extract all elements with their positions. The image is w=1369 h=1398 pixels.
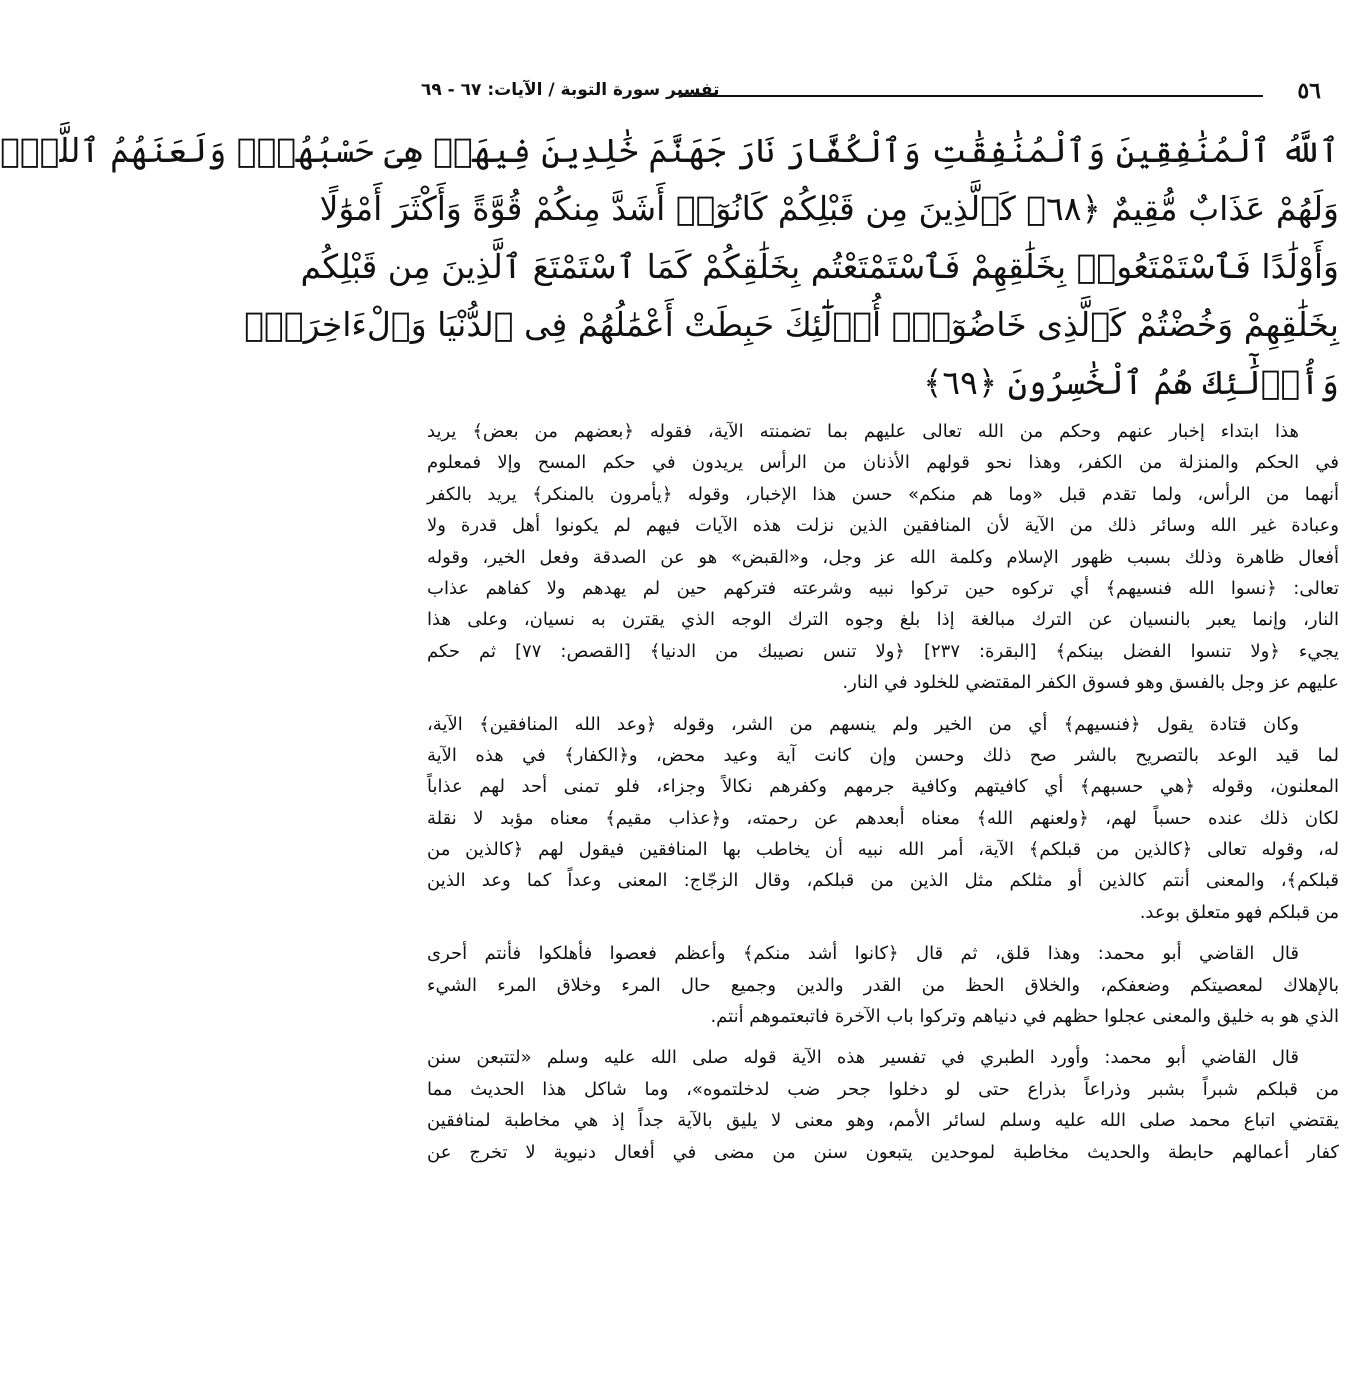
paragraph [427, 938, 1339, 1032]
text-line: هذا ابتداء إخبار عنهم وحكم من الله تعالى عليهم بما تضمنته الآية، فقوله ﴿بعضهم من بعض﴾ يريد [427, 421, 1299, 442]
text-line: لما قيد الوعد بالتصريح بالشر صح ذلك وحسن وإن كانت آية وعيد محض، و﴿الكفار﴾ في هذه الآية [427, 744, 1339, 766]
quran-line: بِخَلَٰقِهِمْ وَخُضْتُمْ كَٱلَّذِى خَاضُوٓا۟ۚ أُو۟لَٰٓئِكَ حَبِطَتْ أَعْمَٰلُهُمْ فِى ٱلدُّنْيَا وَٱلْءَاخِرَةِۖ [244, 305, 1339, 344]
text-line: يجيء ﴿ولا تنسوا الفضل بينكم﴾ [البقرة: ٢٣٧] ﴿ولا تنس نصيبك من الدنيا﴾ [القصص: ٧٧] ثم حكم [427, 640, 1339, 662]
text-line: تعالى: ﴿نسوا الله فنسيهم﴾ أي تركوه حين تركوا نبيه وشرعته فتركهم حين لم يهدهم ولا كفاهم عذاب [427, 577, 1339, 599]
page-header [421, 78, 1321, 114]
quran-line: وَأُو۟لَٰٓئِكَ هُمُ ٱلْخَٰسِرُونَ ﴿٦٩﴾ [923, 363, 1339, 402]
text-line: يقتضي اتباع محمد صلى الله عليه وسلم لسائر الأمم، وهو معنى لا يليق بالآية جداً إذ هي مخاطبة لمنافقين [427, 1110, 1339, 1132]
text-line: وكان قتادة يقول ﴿فنسيهم﴾ أي من الخير ولم ينسهم من الشر، وقوله ﴿وعد الله المنافقين﴾ الآية، [427, 713, 1299, 735]
quran-line: ٱللَّهُ ٱلْمُنَٰفِقِينَ وَٱلْمُنَٰفِقَٰتِ وَٱلْكُفَّارَ نَارَ جَهَنَّمَ خَٰلِدِينَ فِيهَاۚ هِىَ حَسْبُهُمْۚ وَلَعَنَهُمُ ٱللَّهُۖ [0, 131, 1339, 170]
text-line: قبلكم﴾، والمعنى أنتم كالذين أو مثلكم مثل الذين من قبلكم، وقال الزجّاج: المعنى وعداً كما وعد الذين [427, 870, 1339, 892]
header-rule [679, 95, 1263, 97]
text-line: المعلنون، وقوله ﴿هي حسبهم﴾ أي كافيتهم وكافية جرمهم وكفرهم نكالاً وجزاء، فلو تمنى أحد لهم عذاباً [427, 776, 1339, 798]
paragraph [427, 416, 1339, 699]
text-line: النار، وإنما يعبر بالنسيان عن الترك مبالغة إذا بلغ وجوه الترك الوجه الذي يقترن به نسيان، وعلى هذا [427, 609, 1339, 631]
paragraph [427, 1042, 1339, 1168]
paragraph [427, 709, 1339, 929]
commentary-text [427, 416, 1339, 1178]
text-line: بالإهلاك لمعصيتكم وضعفكم، والخلاق الحظ من القدر والدين وجميع حال المرء وخلاق المرء الشيء [427, 974, 1339, 996]
text-line: قال القاضي أبو محمد: وهذا قلق، ثم قال ﴿كانوا أشد منكم﴾ وأعظم فعصوا فأهلكوا فأنتم أحرى [427, 943, 1299, 965]
page-number: ٥٦ [1297, 78, 1321, 104]
text-line: في الحكم والمنزلة من الكفر، وهذا نحو قولهم الأذنان من الرأس يريدون في حكم المسح وإلا فمعلوم [427, 452, 1339, 474]
quran-line: وَأَوْلَٰدًا فَٱسْتَمْتَعُوا۟ بِخَلَٰقِهِمْ فَٱسْتَمْتَعْتُم بِخَلَٰقِكُمْ كَمَا ٱسْتَمْتَعَ ٱلَّذِينَ مِن قَبْلِكُم [300, 247, 1339, 286]
text-line: أنهما من الرأس، ولما تقدم قبل «وما هم منكم» حسن هذا الإخبار، وقوله ﴿يأمرون بالمنكر﴾ يريد بالكفر [427, 483, 1339, 505]
quran-verses [0, 122, 1339, 412]
text-line: قال القاضي أبو محمد: وأورد الطبري في تفسير هذه الآية قوله صلى الله عليه وسلم «لتتبعن سنن [427, 1047, 1299, 1069]
text-line: أفعال ظاهرة وذلك بسبب ظهور الإسلام وكلمة الله عز وجل، و«القبض» هو عن الصدقة وفعل الخير، وقوله [427, 546, 1339, 568]
text-line: لكان ذلك عنده حسباً لهم، ﴿ولعنهم الله﴾ معناه أبعدهم عن رحمته، و﴿عذاب مقيم﴾ معناه مؤبد لا نقلة [427, 807, 1339, 829]
text-line: وعبادة غير الله وسائر ذلك من الآية لأن المنافقين الذين نزلت هذه الآيات فيهم لم يكونوا أهل قدرة ولا [427, 515, 1339, 537]
text-line: الذي هو به خليق والمعنى عجلوا حظهم في دنياهم وتركوا باب الآخرة فاتبعتموهم أنتم. [710, 1006, 1339, 1028]
text-line: له، وقوله تعالى ﴿كالذين من قبلكم﴾ الآية، أمر الله نبيه أن يخاطب بها المنافقين فيقول لهم ﴿كالذين من [427, 839, 1339, 861]
text-line: عليهم عز وجل بالفسق وهو فسوق الكفر المقتضي للخلود في النار. [842, 672, 1339, 694]
quran-line: وَلَهُمْ عَذَابٌ مُّقِيمٌ ﴿٦٨﴾ كَٱلَّذِينَ مِن قَبْلِكُمْ كَانُوٓا۟ أَشَدَّ مِنكُمْ قُوَّةً وَأَكْثَرَ أَمْوَٰلًا [319, 189, 1339, 228]
text-line: من قبلكم فهو متعلق بوعد. [1139, 901, 1339, 923]
text-line: كفار أعمالهم حابطة والحديث مخاطبة لموحدين يتبعون سنن من مضى في أفعال دنيوية لا تخرج عن [427, 1141, 1339, 1163]
running-title: تفسير سورة التوبة / الآيات: ٦٧ - ٦٩ [421, 80, 720, 100]
text-line: من قبلكم شبراً بشبر وذراعاً بذراع حتى لو دخلوا جحر ضب لدخلتموه»، وما شاكل هذا الحديث مما [427, 1078, 1339, 1100]
